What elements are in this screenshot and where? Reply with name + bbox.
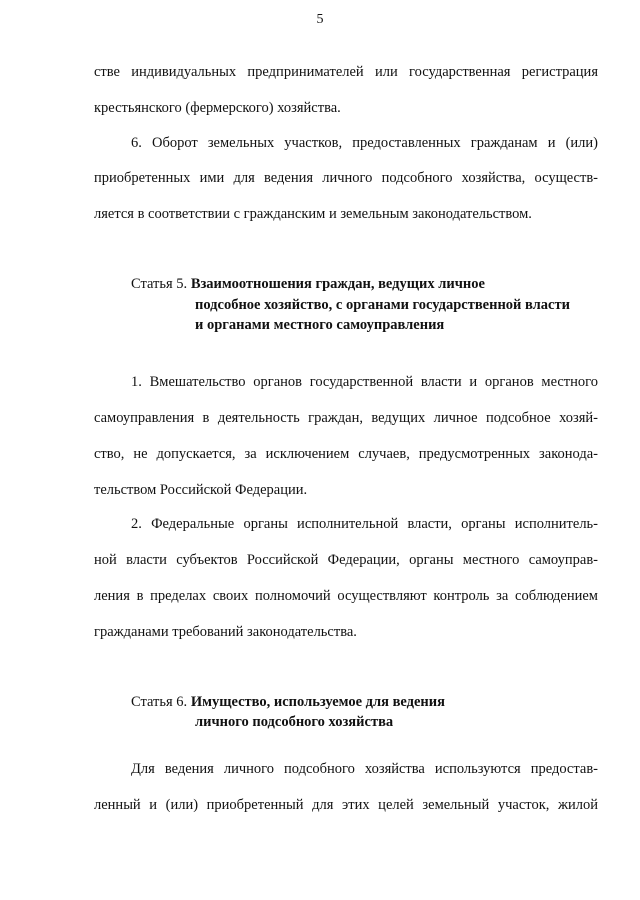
article-title-line: личного подсобного хозяйства xyxy=(195,714,394,730)
article-heading xyxy=(131,693,445,711)
article-title-line: и органами местного самоуправления xyxy=(195,317,445,333)
paragraph-line: крестьянского (фермерского) хозяйства. xyxy=(94,100,341,116)
paragraph-line: ной власти субъектов Российской Федерации, органы местного самоуправ- xyxy=(94,552,598,568)
paragraph-line: 1. Вмешательство органов государственной власти и органов местного xyxy=(131,374,598,390)
paragraph-line: ленный и (или) приобретенный для этих целей земельный участок, жилой xyxy=(94,797,598,813)
paragraph-line: приобретенных ими для ведения личного подсобного хозяйства, осуществ- xyxy=(94,170,598,186)
article-title: Имущество, используемое для ведения xyxy=(190,694,445,710)
paragraph-line: гражданами требований законодательства. xyxy=(94,624,357,640)
article-title: Взаимоотношения граждан, ведущих личное xyxy=(190,276,485,292)
paragraph-line: 6. Оборот земельных участков, предоставленных гражданам и (или) xyxy=(131,135,598,151)
paragraph-line: стве индивидуальных предпринимателей или государственная регистрация xyxy=(94,64,598,80)
paragraph-line: ления в пределах своих полномочий осуществляют контроль за соблюдением xyxy=(94,588,598,604)
paragraph-line: 2. Федеральные органы исполнительной власти, органы исполнитель- xyxy=(131,516,598,532)
paragraph-line: ляется в соответствии с гражданским и земельным законодательством. xyxy=(94,206,532,222)
article-heading xyxy=(131,275,485,293)
paragraph-line: ство, не допускается, за исключением случаев, предусмотренных законода- xyxy=(94,446,598,462)
paragraph-line: тельством Российской Федерации. xyxy=(94,482,308,498)
paragraph-line: Для ведения личного подсобного хозяйства используются предостав- xyxy=(131,761,598,777)
paragraph-line: самоуправления в деятельность граждан, ведущих личное подсобное хозяй- xyxy=(94,410,598,426)
article-number: Статья 6. xyxy=(131,694,188,710)
article-number: Статья 5. xyxy=(131,276,188,292)
article-title-line: подсобное хозяйство, с органами государственной власти xyxy=(195,297,570,313)
page-number: 5 xyxy=(316,12,324,27)
